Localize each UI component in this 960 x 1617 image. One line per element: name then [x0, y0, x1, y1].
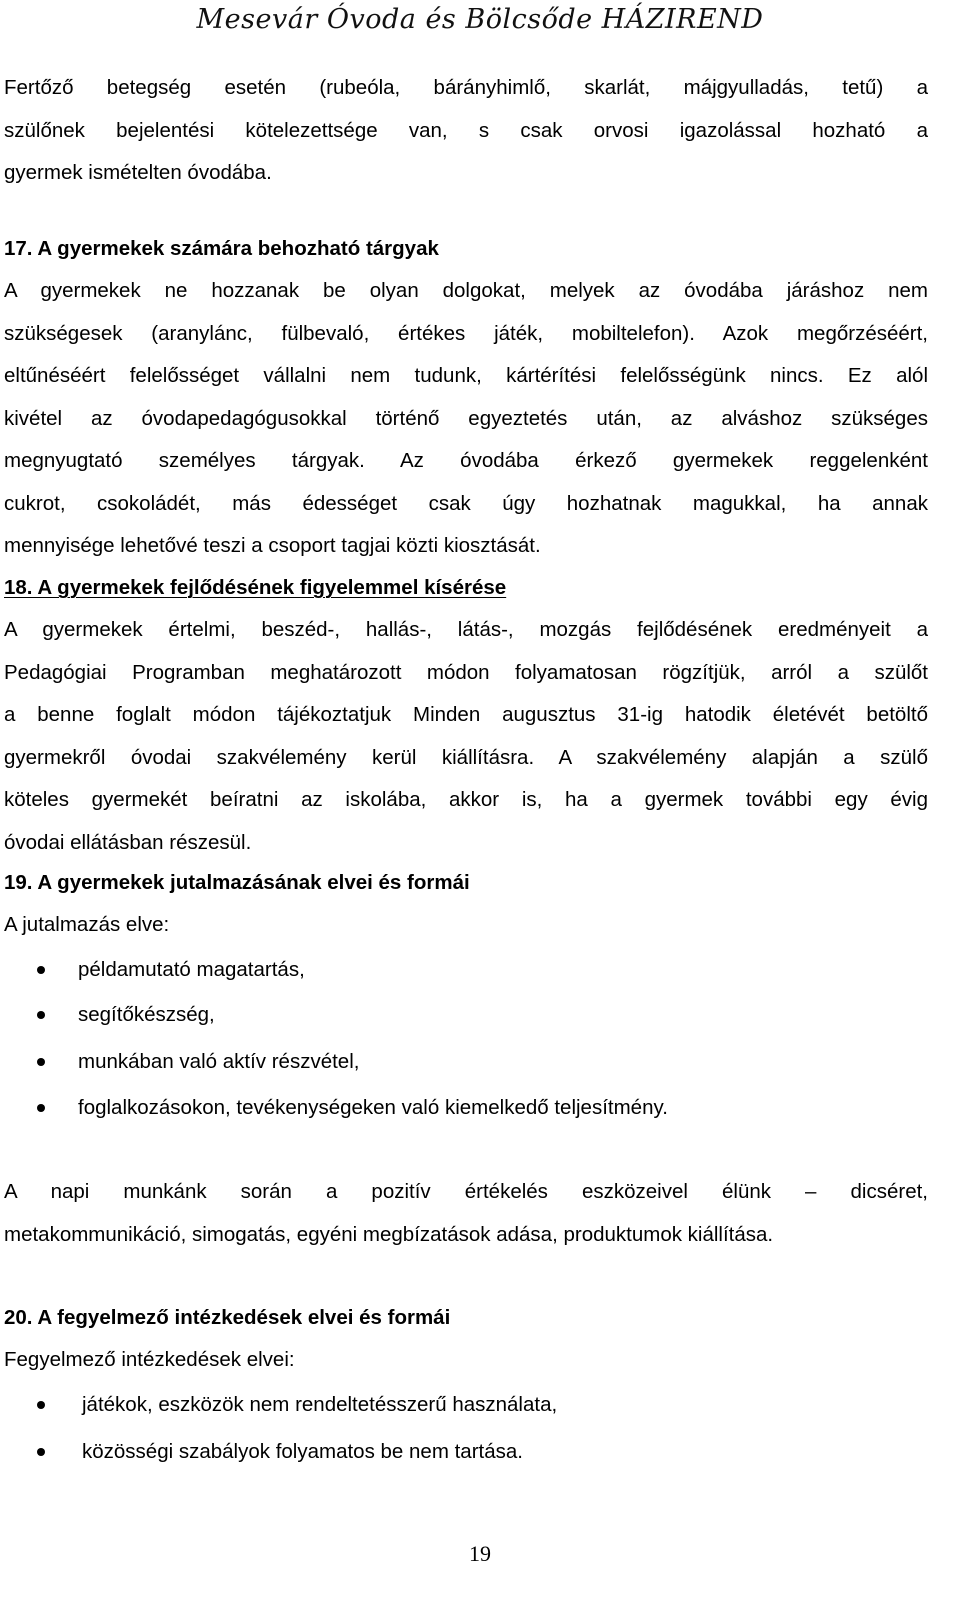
list-item: foglalkozásokon, tevékenységeken való kiemelkedő teljesítmény.: [78, 1096, 668, 1119]
paragraph-line: mennyisége lehetővé teszi a csoport tagjai közti kiosztását.: [4, 534, 541, 557]
bullet-icon: [37, 1401, 45, 1409]
paragraph-line: cukrot, csokoládét, más édességet csak úgy hozhatnak magukkal, ha annak: [4, 491, 928, 515]
paragraph-line: A gyermekek ne hozzanak be olyan dolgokat, melyek az óvodába járáshoz nem: [4, 279, 928, 302]
paragraph-line: a benne foglalt módon tájékoztatjuk Minden augusztus 31-ig hatodik életévét betöltő: [4, 703, 928, 726]
paragraph-line: megnyugtató személyes tárgyak. Az óvodába érkező gyermekek reggelenként: [4, 449, 928, 472]
paragraph-line: A gyermekek értelmi, beszéd-, hallás-, látás-, mozgás fejlődésének eredményeit a: [4, 618, 928, 641]
section-19-intro: A jutalmazás elve:: [4, 913, 170, 936]
list-item: közösségi szabályok folyamatos be nem tartása.: [82, 1440, 523, 1463]
paragraph-line: Fertőző betegség esetén (rubeóla, bárányhimlő, skarlát, májgyulladás, tetű) a: [4, 76, 928, 99]
section-18-paragraph: [4, 609, 928, 864]
bullet-icon: [37, 1104, 45, 1112]
paragraph-line: eltűnéséért felelősséget vállalni nem tudunk, kártérítési felelősségünk nincs. Ez alól: [4, 364, 928, 387]
intro-paragraph: [4, 67, 928, 195]
section-18-heading: 18. A gyermekek fejlődésének figyelemmel kísérése: [4, 576, 507, 599]
paragraph-line: Pedagógiai Programban meghatározott módon folyamatosan rögzítjük, arról a szülőt: [4, 660, 928, 684]
paragraph-line: metakommunikáció, simogatás, egyéni megbízatások adása, produktumok kiállítása.: [4, 1222, 774, 1246]
section-19-heading: 19. A gyermekek jutalmazásának elvei és formái: [4, 871, 470, 894]
list-item: munkában való aktív részvétel,: [78, 1050, 360, 1073]
paragraph-line: gyermek ismételten óvodába.: [4, 161, 272, 184]
bullet-icon: [37, 1448, 45, 1456]
paragraph-line: szükségesek (aranylánc, fülbevaló, értékes játék, mobiltelefon). Azok megőrzéséért,: [4, 321, 928, 345]
paragraph-line: kivétel az óvodapedagógusokkal történő egyeztetés után, az alváshoz szükséges: [4, 406, 928, 430]
page-header: Mesevár Óvoda és Bölcsőde HÁZIREND: [196, 4, 764, 35]
list-item: segítőkészség,: [78, 1003, 215, 1026]
bullet-icon: [37, 966, 45, 974]
page-number: 19: [469, 1541, 491, 1566]
section-19-closing-paragraph: [4, 1171, 928, 1256]
list-item: példamutató magatartás,: [78, 958, 305, 981]
bullet-icon: [37, 1058, 45, 1066]
paragraph-line: köteles gyermekét beíratni az iskolába, akkor is, ha a gyermek további egy évig: [4, 788, 928, 811]
paragraph-line: A napi munkánk során a pozitív értékelés eszközeivel élünk – dicséret,: [4, 1180, 928, 1203]
paragraph-line: szülőnek bejelentési kötelezettsége van, s csak orvosi igazolással hozható a: [4, 118, 928, 142]
list-item: játékok, eszközök nem rendeltetésszerű használata,: [82, 1393, 558, 1416]
section-17-heading: 17. A gyermekek számára behozható tárgyak: [4, 237, 439, 260]
section-20-heading: 20. A fegyelmező intézkedések elvei és formái: [4, 1306, 451, 1329]
paragraph-line: óvodai ellátásban részesül.: [4, 830, 252, 854]
paragraph-line: gyermekről óvodai szakvélemény kerül kiállításra. A szakvélemény alapján a szülő: [4, 745, 928, 769]
section-20-intro: Fegyelmező intézkedések elvei:: [4, 1348, 295, 1371]
bullet-icon: [37, 1011, 45, 1019]
section-17-paragraph: [4, 270, 928, 568]
